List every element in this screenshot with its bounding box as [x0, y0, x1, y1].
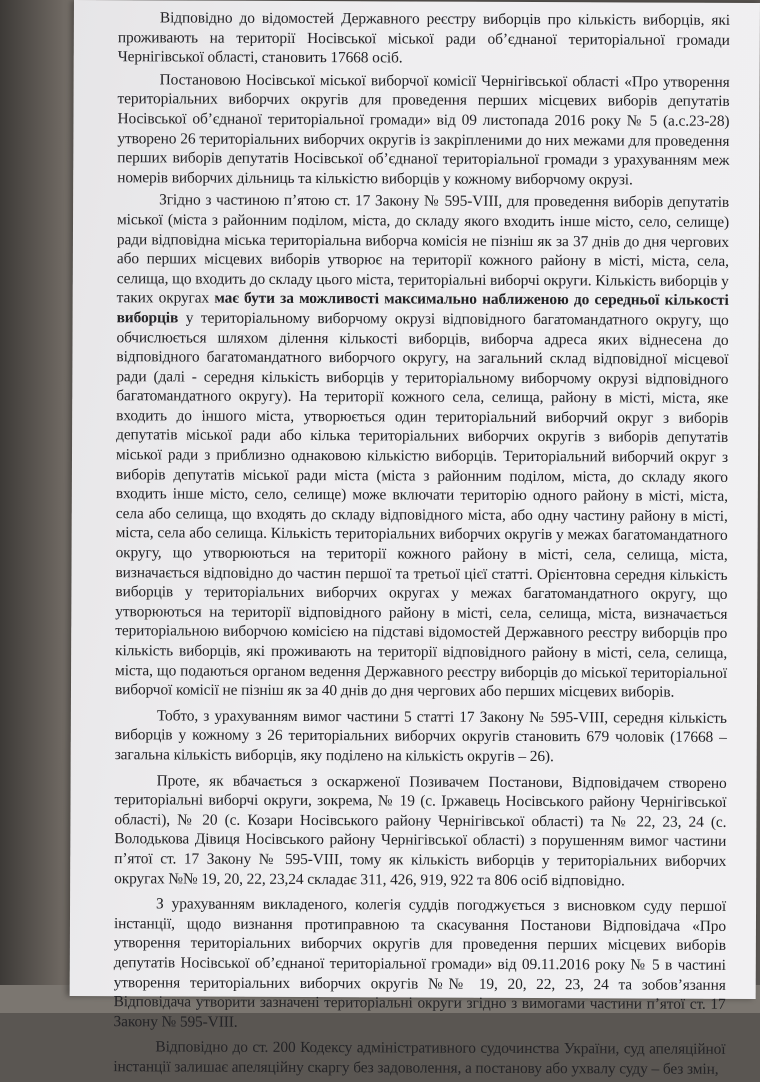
paragraph-resolution: Постановою Носівської міської виборчої комісії Чернігівської області «Про утворення територіальних виборчих округів для проведення перших місцевих виборів депутатів Носівської об’єднаної територіальної громади» від 09 листопада 2016 року № 5 (а.с.23-28) утворено 26 територіальних виборчих округів із закріпленими до них межами для проведення перших виборів депутатів Носівської об’єднаної територіальної громади з урахуванням меж номерів виборчих дільниць та кількістю виборців у кожному виборчому окрузі. [117, 71, 730, 189]
paragraph-law-article [115, 191, 729, 703]
paragraph-conclusion: З урахуванням викладеного, колегія суддів погоджується з висновком суду першої інстанції, щодо визнання протиправною та скасування Постанови Відповідача «Про утворення територіальних виборчих округів для проведення перших місцевих виборів депутатів Носівської об’єднаної територіальної громади» від 09.11.2016 року № 5 в частині утворення територіальних виборчих округів №№ 19, 20, 22, 23, 24 та зобов’язання Відповідача утворити зазначені територіальні округи згідно з вимогами частини п’ятої ст. 17 Закону № 595-VIII. [113, 895, 727, 1031]
paragraph-violations: Проте, як вбачається з оскарженої Позивачем Постанови, Відповідачем створено територіальні виборчі округи, зокрема, № 19 (с. Іржавець Носівського району Чернігівської області), № 20 (с. Козари Носівського району Чернігівської області) та № 22, 23, 24 (с. Володькова Дівиця Носівського району Чернігівської області) з порушенням вимог частини п’ятої ст. 17 Закону № 595-VIII, тому як кількість виборців у територіальних виборчих округах №№ 19, 20, 22, 23,24 складає 311, 426, 919, 922 та 806 осіб відповідно. [114, 771, 727, 889]
paragraph-law-emphasis: має бути за можливості максимально наближеною до середньої кількості виборців [116, 289, 729, 327]
paragraph-voter-count: Відповідно до відомостей Державного реєстру виборців про кількість виборців, які проживають на території Носівської міської ради об’єднаної територіальної громади Чернігівської області, становить 17668 осіб. [117, 9, 730, 67]
paragraph-law-text-start: Згідно з частиною п’ятою ст. 17 Закону № 595-VIII, для проведення виборів депутатів міської (міста з районним поділом, міста, до складу якого входить інше місто, село, селище) ради відповідна міська територіальна виборча комісія не пізніш як за 37 днів до дня чергових або перших місцевих виборів утворює на території кожного району в місті, міста, села, селища, що входить до складу цього міста, територіальні виборчі округи. Кількість виборців у таких округах [116, 191, 730, 307]
paragraph-average-count: Тобто, з урахуванням вимог частини 5 статті 17 Закону № 595-VIII, середня кількість виборців у кожному з 26 територіальних виборчих округів становить 679 чоловік (17668 – загальна кількість виборців, яку поділено на кількість округів – 26). [114, 707, 727, 766]
paragraph-law-text-end: у територіальному виборчому окрузі відповідного багатомандатного округу, що обчислюється шляхом ділення кількості виборців, виборча адреса яких віднесена до відповідного багатомандатного виборчого округу, на загальний склад відповідної місцевої ради (далі - середня кількість виборців у територіальному виборчому окрузі відповідного багатомандатного округу). На території кожного села, селища, району в місті, міста, яке входить до іншого міста, утворюється один територіальний виборчий округ з виборів депутатів міської ради або кілька територіальних виборчих округів з виборів депутатів міської ради з приблизно однаковою кількістю виборців. Територіальний виборчий округ з виборів депутатів міської ради міста (міста з районним поділом, міста, до складу якого входить інше місто, село, селище) може включати територію одного району в місті, міста, села або селища, що входять до складу відповідного міста, або одну частину району в місті, міста, села або селища. Кількість територіальних виборчих округів у межах багатомандатного округу, що утворюються на території кожного району в місті, села, селища, міста, визначається відповідно до частин першої та третьої цієї статті. Орієнтовна середня кількість виборців у територіальних виборчих округах у межах багатомандатного округу, що утворюються на території відповідного району в місті, села, селища, міста, визначається територіальною виборчою комісією на підставі відомостей Державного реєстру виборців про кількість виборців, які проживають на території відповідного району в місті, села, селища, міста, що подаються органом ведення Державного реєстру виборців до міської територіальної виборчої комісії не пізніш як за 40 днів до дня чергових або перших місцевих виборів. [114, 309, 729, 701]
paragraph-procedure: Відповідно до ст. 200 Кодексу адміністративного судочинства України, суд апеляційної інстанції залишає апеляційну скаргу без задоволення, а постанову або ухвалу суду – без змін, [113, 1038, 726, 1078]
document-text [113, 8, 730, 1082]
document-page [70, 0, 760, 1078]
